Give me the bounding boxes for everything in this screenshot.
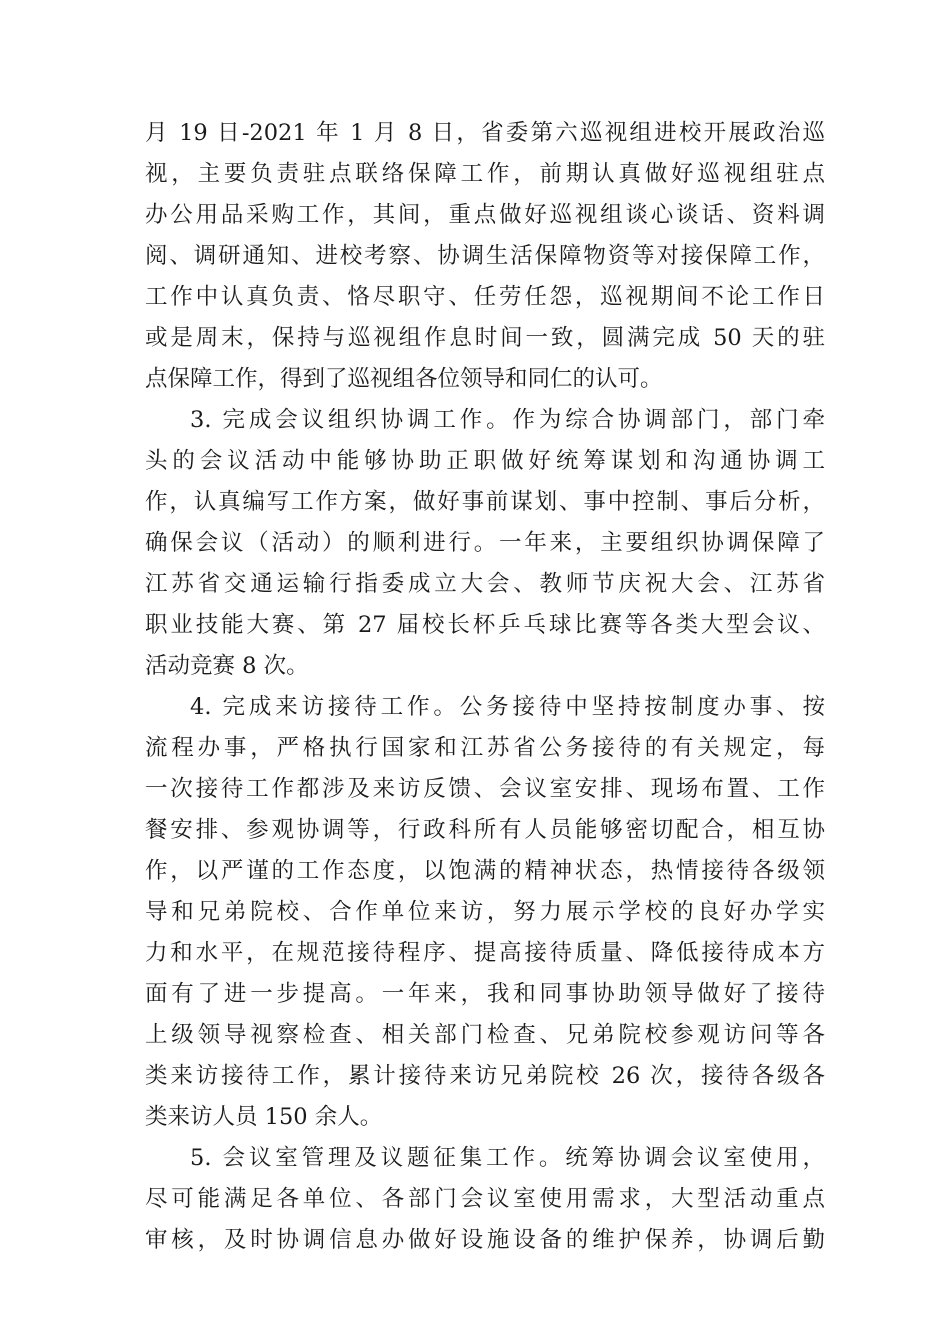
text-line: 活动竞赛 8 次。: [145, 653, 309, 679]
text-line: 审核，及时协调信息办做好设施设备的维护保养，协调后勤: [145, 1227, 825, 1253]
text-line: 力和水平，在规范接待程序、提高接待质量、降低接待成本方: [145, 940, 825, 966]
text-line: 流程办事，严格执行国家和江苏省公务接待的有关规定，每: [145, 735, 825, 761]
text-line: 上级领导视察检查、相关部门检查、兄弟院校参观访问等各: [145, 1022, 825, 1048]
text-line: 导和兄弟院校、合作单位来访，努力展示学校的良好办学实: [145, 899, 825, 925]
text-line: 餐安排、参观协调等，行政科所有人员能够密切配合，相互协: [145, 817, 825, 843]
text-line: 头的会议活动中能够协助正职做好统筹谋划和沟通协调工: [145, 448, 825, 474]
text-line: 面有了进一步提高。一年来，我和同事协助领导做好了接待: [145, 981, 825, 1007]
document-body: [145, 113, 825, 1261]
text-line: 作，认真编写工作方案，做好事前谋划、事中控制、事后分析，: [145, 489, 825, 515]
text-line: 办公用品采购工作，其间，重点做好巡视组谈心谈话、资料调: [145, 202, 825, 228]
text-line: 类来访接待工作，累计接待来访兄弟院校 26 次，接待各级各: [145, 1063, 825, 1089]
text-line: 尽可能满足各单位、各部门会议室使用需求，大型活动重点: [145, 1186, 825, 1212]
paragraph-heading-line: 3. 完成会议组织协调工作。作为综合协调部门，部门牵: [190, 407, 825, 433]
text-line: 确保会议（活动）的顺利进行。一年来，主要组织协调保障了: [145, 530, 825, 556]
text-line: 江苏省交通运输行指委成立大会、教师节庆祝大会、江苏省: [145, 571, 825, 597]
text-line: 职业技能大赛、第 27 届校长杯乒乓球比赛等各类大型会议、: [145, 612, 825, 638]
text-line: 月 19 日-2021 年 1 月 8 日，省委第六巡视组进校开展政治巡: [145, 120, 825, 146]
paragraph-heading-line: 4. 完成来访接待工作。公务接待中坚持按制度办事、按: [190, 694, 825, 720]
text-line: 视，主要负责驻点联络保障工作，前期认真做好巡视组驻点: [145, 161, 825, 187]
paragraph-heading-line: 5. 会议室管理及议题征集工作。统筹协调会议室使用，: [190, 1145, 825, 1171]
text-line: 一次接待工作都涉及来访反馈、会议室安排、现场布置、工作: [145, 776, 825, 802]
text-line: 工作中认真负责、恪尽职守、任劳任怨，巡视期间不论工作日: [145, 284, 825, 310]
text-line: 点保障工作，得到了巡视组各位领导和同仁的认可。: [145, 366, 663, 392]
text-line: 或是周末，保持与巡视组作息时间一致，圆满完成 50 天的驻: [145, 325, 825, 351]
text-line: 类来访人员 150 余人。: [145, 1104, 383, 1130]
text-line: 阅、调研通知、进校考察、协调生活保障物资等对接保障工作，: [145, 243, 825, 269]
text-line: 作，以严谨的工作态度，以饱满的精神状态，热情接待各级领: [145, 858, 825, 884]
